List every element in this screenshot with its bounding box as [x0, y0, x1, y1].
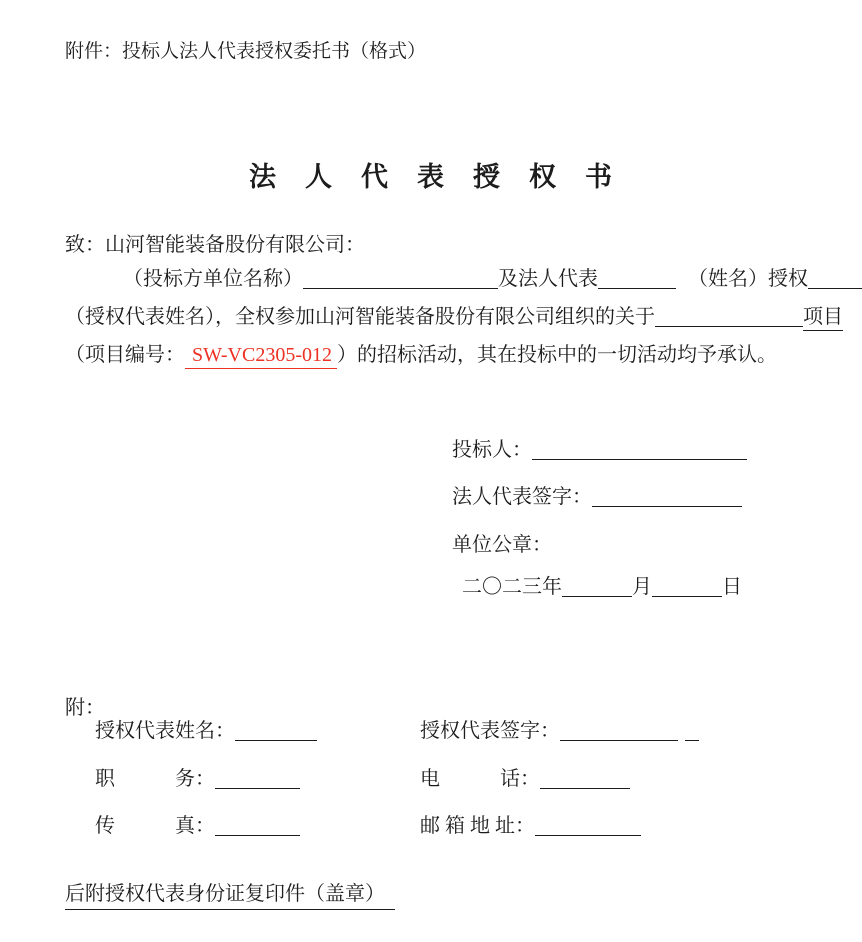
project-code: SW-VC2305-012	[185, 344, 337, 369]
company-seal-label: 单位公章：	[452, 534, 552, 556]
and-legal-rep-label: 及法人代表	[498, 268, 598, 290]
paragraph-authorization-line	[65, 300, 843, 329]
unit-name-blank	[303, 268, 498, 289]
salutation-line: 致：山河智能装备股份有限公司：	[65, 234, 365, 256]
rep-sign-blank-tail	[685, 720, 699, 741]
project-word: 项目	[803, 306, 843, 331]
attachment-note: 附件：投标人法人代表授权委托书（格式）	[65, 41, 427, 62]
project-no-suffix: ）的招标活动，其在投标中的一切活动均予承认。	[337, 344, 777, 366]
company-seal-line	[452, 528, 552, 557]
rep-sign-blank	[560, 720, 678, 741]
project-name-blank	[655, 306, 803, 327]
name-authorize-label: （姓名）授权	[688, 268, 808, 290]
bidder-signature-line	[452, 433, 747, 462]
document-title: 法 人 代 表 授 权 书	[249, 162, 613, 192]
appendix-heading: 附：	[65, 697, 105, 719]
project-no-prefix: （项目编号：	[65, 344, 185, 366]
unit-name-label: （投标方单位名称）	[123, 268, 303, 290]
email-blank	[535, 815, 641, 836]
appendix-rep-sign	[420, 714, 699, 743]
date-day: 日	[722, 576, 742, 598]
legal-rep-signature-line	[452, 480, 742, 509]
paragraph-unit-line	[123, 262, 862, 291]
phone-label: 电 话：	[420, 768, 540, 790]
rep-name-blank	[235, 720, 317, 741]
legal-rep-sign-blank	[592, 486, 742, 507]
footer-note	[65, 877, 395, 910]
appendix-rep-name	[95, 714, 317, 743]
rep-sign-label: 授权代表签字：	[420, 720, 560, 742]
footer-note-text: 后附授权代表身份证复印件（盖章）	[65, 877, 395, 910]
legal-rep-sign-label: 法人代表签字：	[452, 486, 592, 508]
date-year: 二〇二三年	[462, 576, 562, 598]
phone-blank	[540, 768, 630, 789]
fax-label: 传 真：	[95, 815, 215, 837]
day-blank	[652, 576, 722, 597]
appendix-fax	[95, 809, 300, 838]
appendix-position	[95, 762, 300, 791]
authorized-rep-clause: （授权代表姓名），全权参加山河智能装备股份有限公司组织的关于	[65, 306, 655, 328]
rep-name-label: 授权代表姓名：	[95, 720, 235, 742]
legal-rep-name-blank	[598, 268, 676, 289]
month-blank	[562, 576, 632, 597]
fax-blank	[215, 815, 300, 836]
appendix-phone	[420, 762, 630, 791]
date-line	[462, 570, 742, 599]
bidder-blank	[532, 439, 747, 460]
paragraph-project-line	[65, 338, 777, 367]
position-label: 职 务：	[95, 768, 215, 790]
date-month: 月	[632, 576, 652, 598]
bidder-label: 投标人：	[452, 439, 532, 461]
authorized-name-blank	[808, 268, 862, 289]
email-label: 邮 箱 地 址：	[420, 815, 535, 837]
appendix-email	[420, 809, 641, 838]
position-blank	[215, 768, 300, 789]
